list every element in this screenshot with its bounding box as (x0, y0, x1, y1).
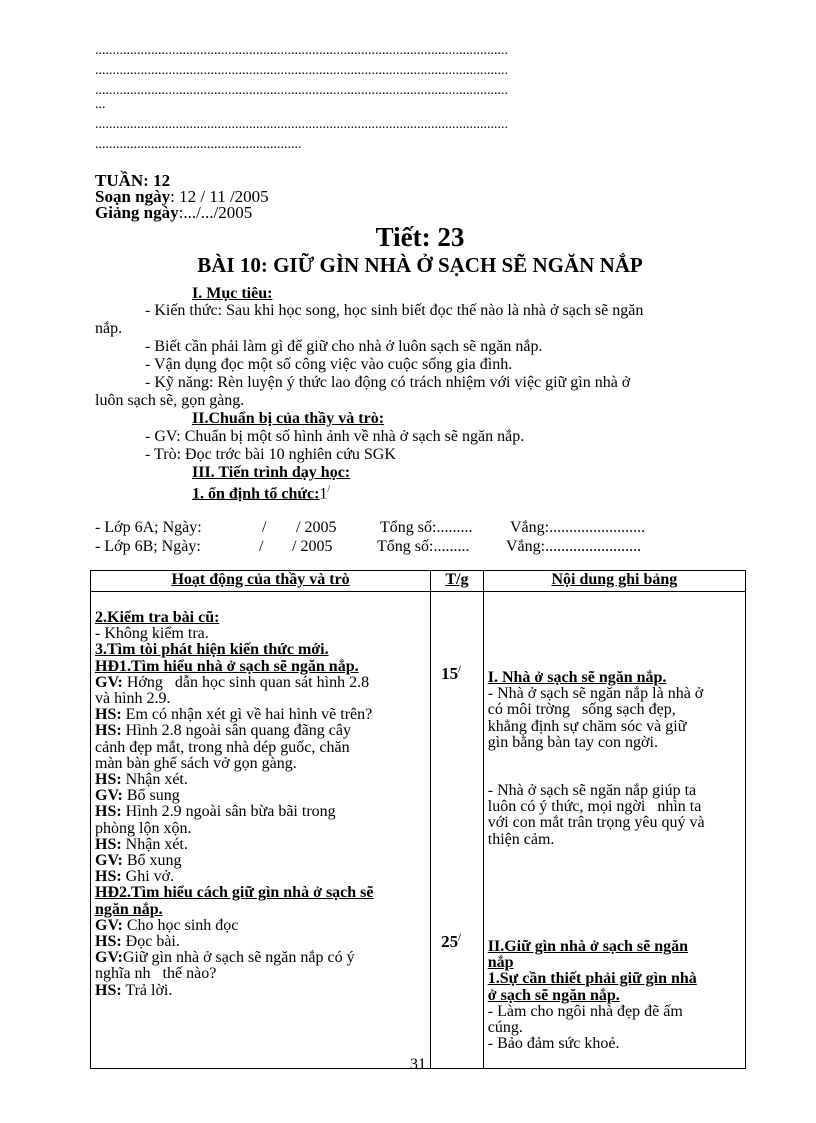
date-slash: / (262, 519, 267, 536)
spacer (488, 751, 750, 767)
total-count: Tổng số:......... (380, 519, 473, 536)
minute-mark: / (458, 664, 461, 676)
year: / 2005 (296, 519, 337, 536)
class-row-6a (95, 519, 202, 536)
dotted-line: ... (95, 97, 106, 112)
teaching-date-label: Giảng ngày (95, 203, 179, 222)
speaker-role: HS: (95, 722, 122, 740)
col-header-activity: Hoạt động của thầy và trò (91, 571, 431, 592)
dotted-line: ...................................................................................................................... (95, 43, 508, 58)
class-label: - Lớp 6A; Ngày: (95, 519, 202, 536)
page-number: 31 (410, 1056, 426, 1073)
dialogue-line (95, 675, 426, 691)
text-line: màn bàn ghế sách vở gọn gàng. (95, 754, 297, 772)
prepared-date-label: Soạn ngày (95, 187, 171, 206)
objective-line: - Vận dụng đọc một số công việc vào cuộc sống gia đình. (145, 356, 513, 373)
dialogue-text: Đọc bài. (121, 933, 180, 951)
speaker-role: HS: (95, 771, 122, 789)
minute-mark: / (327, 484, 331, 495)
dialogue-line (95, 918, 426, 934)
speaker-role: HS: (95, 933, 122, 951)
spacer (95, 594, 426, 610)
period-title: Tiết: 23 (375, 222, 465, 252)
speaker-role: GV: (95, 852, 123, 870)
dialogue-line (95, 772, 426, 788)
text-line: nghĩa nh thế nào? (95, 965, 217, 983)
prep-line: - Trò: Đọc trớc bài 10 nghiên cứu SGK (145, 446, 396, 463)
dotted-line: ...................................................................................................................... (95, 117, 508, 132)
content-section-2 (484, 937, 754, 1052)
dotted-line: ...................................................................................................................... (95, 83, 508, 98)
process-heading: III. Tiến trình dạy học: (192, 464, 351, 481)
activity-list (91, 592, 430, 999)
dialogue-line (95, 950, 426, 966)
dialogue-text: Ghi vở. (121, 868, 175, 886)
text-line: - Làm cho ngôi nhà đẹp đẽ ấm (487, 1002, 683, 1020)
section-heading: 2.Kiểm tra bài cũ: (95, 609, 220, 626)
time-cell (431, 592, 484, 1069)
objective-line: - Kiến thức: Sau khi học song, học sinh biết đọc thế nào là nhà ở sạch sẽ ngăn (145, 302, 644, 319)
prep-heading: II.Chuẩn bị của thầy và trò: (192, 410, 385, 427)
dialogue-line (95, 788, 426, 804)
time-value (441, 932, 461, 952)
time-25: 25 (441, 932, 459, 951)
dialogue-text: Giữ gìn nhà ở sạch sẽ ngăn nắp có ý (122, 949, 355, 967)
dialogue-line (95, 934, 426, 950)
speaker-role: HS: (95, 835, 122, 853)
dialogue-text: Cho học sinh đọc (122, 916, 239, 934)
dialogue-text: Trả lời. (121, 981, 173, 999)
process-sub-time: 1 (319, 485, 328, 503)
dialogue-text: Em có nhận xét gì về hai hình vẽ trên? (121, 706, 373, 724)
text-line: - Nhà ở sạch sẽ ngăn nắp giúp ta (487, 782, 697, 800)
dialogue-text: Hình 2.8 ngoài sân quang đãng cây (121, 722, 351, 740)
section-heading: HĐ1.Tìm hiểu nhà ở sạch sẽ ngăn nắp. (95, 657, 359, 675)
section-heading: 3.Tìm tòi phát hiện kiến thức mới. (95, 641, 329, 659)
speaker-role: GV: (95, 673, 123, 691)
text-line: có môi trờng sống sạch đẹp, (487, 701, 676, 719)
dotted-line: ...................................................................................................................... (95, 63, 508, 78)
speaker-role: HS: (95, 868, 122, 886)
col-header-content: Nội dung ghi bảng (483, 571, 745, 592)
teaching-date (95, 204, 252, 221)
total-count: Tổng số:......... (377, 538, 470, 555)
week-label: TUẦN: 12 (95, 171, 171, 190)
text-line: - Không kiểm tra. (95, 625, 209, 643)
objective-line: luôn sạch sẽ, gọn gàng. (95, 392, 245, 409)
text-line: luôn có ý thức, mọi ngời nhìn ta (487, 798, 702, 816)
activity-cell (91, 592, 431, 1069)
prep-line: - GV: Chuẩn bị một số hình ảnh về nhà ở sạch sẽ ngăn nắp. (145, 428, 525, 445)
time-15: 15 (441, 664, 459, 683)
dialogue-text: Nhận xét. (121, 835, 188, 853)
date-slash: / (259, 538, 264, 555)
speaker-role: GV: (95, 949, 123, 967)
speaker-role: GV: (95, 787, 123, 805)
class-label: - Lớp 6B; Ngày: (95, 538, 201, 555)
absent-count: Vắng:........................ (510, 519, 646, 536)
objective-line: nắp. (95, 320, 123, 337)
class-row-6b (95, 538, 201, 555)
dialogue-text: Bổ xung (122, 852, 182, 870)
speaker-role: HS: (95, 803, 122, 821)
dialogue-line (95, 837, 426, 853)
section-heading: ngăn nắp. (95, 900, 163, 918)
text-line: cúng. (487, 1019, 523, 1037)
dialogue-line (95, 707, 426, 723)
text-line: gìn bằng bàn tay con ngời. (487, 733, 658, 751)
absent-count: Vắng:........................ (506, 538, 642, 555)
speaker-role: HS: (95, 706, 122, 724)
section-heading: ở sạch sẽ ngăn nắp. (487, 986, 620, 1004)
year: / 2005 (292, 538, 333, 555)
objective-line: - Biết cần phải làm gì để giữ cho nhà ở luôn sạch sẽ ngăn nắp. (145, 338, 543, 355)
col-header-time: T/g (431, 571, 484, 592)
speaker-role: GV: (95, 916, 123, 934)
dialogue-line (95, 983, 426, 999)
content-cell (483, 592, 745, 1069)
speaker-role: HS: (95, 981, 122, 999)
lesson-plan-table (90, 570, 746, 1069)
lesson-title: BÀI 10: GIỮ GÌN NHÀ Ở SẠCH SẼ NGĂN NẮP (197, 253, 643, 277)
section-heading: I. Nhà ở sạch sẽ ngăn nắp. (487, 669, 667, 686)
objectives-heading: I. Mục tiêu: (192, 285, 273, 302)
dialogue-text: Bổ sung (122, 787, 180, 805)
content-section-1 (484, 668, 754, 848)
process-subheading (192, 481, 330, 502)
section-heading: II.Giữ gìn nhà ở sạch sẽ ngăn (487, 938, 689, 955)
section-heading: nắp (487, 954, 514, 972)
spacer (488, 767, 750, 783)
teaching-date-value: :.../.../2005 (178, 203, 253, 222)
minute-mark: / (458, 932, 461, 944)
dialogue-text: Nhận xét. (121, 771, 188, 789)
objective-line: - Kỹ năng: Rèn luyện ý thức lao động có trách nhiệm với việc giữ gìn nhà ở (145, 374, 631, 391)
dialogue-line (95, 804, 426, 820)
dotted-line: ........................................................... (95, 137, 302, 152)
dialogue-line (95, 853, 426, 869)
section-heading: 1.Sự cần thiết phải giữ gìn nhà (487, 970, 697, 988)
dialogue-text: Hình 2.9 ngoài sân bừa bãi trong (121, 803, 336, 821)
text-line: - Nhà ở sạch sẽ ngăn nắp là nhà ở (487, 685, 704, 703)
text-line: và hình 2.9. (95, 690, 171, 708)
text-line: thiện cảm. (487, 830, 555, 848)
dialogue-line (95, 723, 426, 739)
text-line: với con mắt trân trọng yêu quý và (487, 814, 705, 832)
text-line: phòng lộn xộn. (95, 819, 192, 837)
section-heading: HĐ2.Tìm hiểu cách giữ gìn nhà ở sạch sẽ (95, 884, 374, 902)
dialogue-text: Hớng dẫn học sinh quan sát hình 2.8 (122, 673, 370, 691)
text-line: cảnh đẹp mắt, trong nhà dép guốc, chăn (95, 738, 350, 756)
text-line: khẳng định sự chăm sóc và giữ (487, 717, 687, 735)
text-line: - Bảo đảm sức khoẻ. (487, 1035, 620, 1053)
prepared-date-value: : 12 / 11 /2005 (170, 187, 269, 206)
time-value (441, 664, 461, 684)
process-sub-label: 1. ổn định tổ chức: (192, 485, 320, 503)
dialogue-line (95, 869, 426, 885)
